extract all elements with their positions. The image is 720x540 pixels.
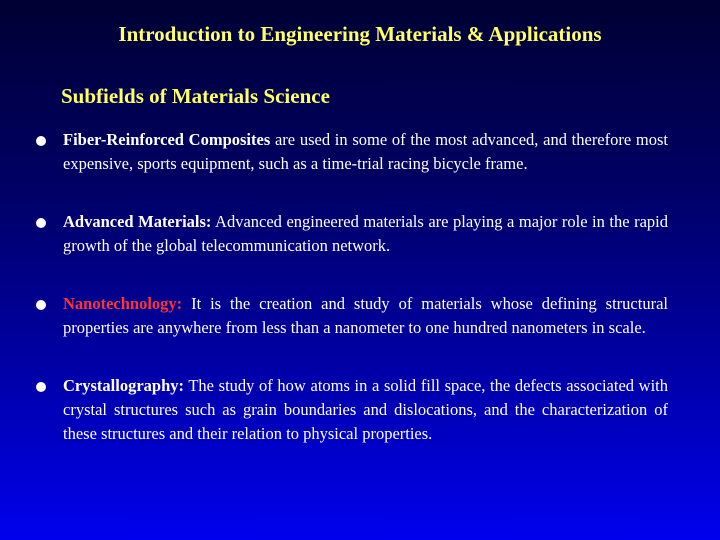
- slide-subtitle: Subfields of Materials Science: [61, 84, 330, 108]
- bullet-term: Advanced Materials:: [63, 212, 212, 231]
- bullet-term: Crystallography:: [63, 376, 184, 395]
- bullet-dot-icon: [36, 382, 46, 392]
- bullet-dot-icon: [36, 218, 46, 228]
- bullet-text: are used in some of the most advanced, and therefore most expensive, sports equipment, such as a time-trial racing bicycle frame.: [63, 130, 668, 173]
- bullet-dot-icon: [36, 136, 46, 146]
- bullet-dot-icon: [36, 300, 46, 310]
- bullet-item-crystallography: [36, 374, 668, 446]
- bullet-text: The study of how atoms in a solid fill space, the defects associated with crystal structures such as grain boundaries and dislocations, and the characterization of these structures and their relation to physical properties.: [63, 376, 668, 443]
- bullet-item-composites: [36, 128, 668, 176]
- bullet-list: [36, 128, 668, 446]
- bullet-text: It is the creation and study of materials whose defining structural properties are anywhere from less than a nanometer to one hundred nanometers in scale.: [63, 294, 668, 337]
- slide-title: Introduction to Engineering Materials & Applications: [118, 22, 602, 46]
- bullet-term: Fiber-Reinforced Composites: [63, 130, 271, 149]
- bullet-item-advanced-materials: [36, 210, 668, 258]
- bullet-item-nanotechnology: [36, 292, 668, 340]
- bullet-text: Advanced engineered materials are playing a major role in the rapid growth of the global telecommunication network.: [63, 212, 668, 255]
- bullet-term: Nanotechnology:: [63, 294, 183, 313]
